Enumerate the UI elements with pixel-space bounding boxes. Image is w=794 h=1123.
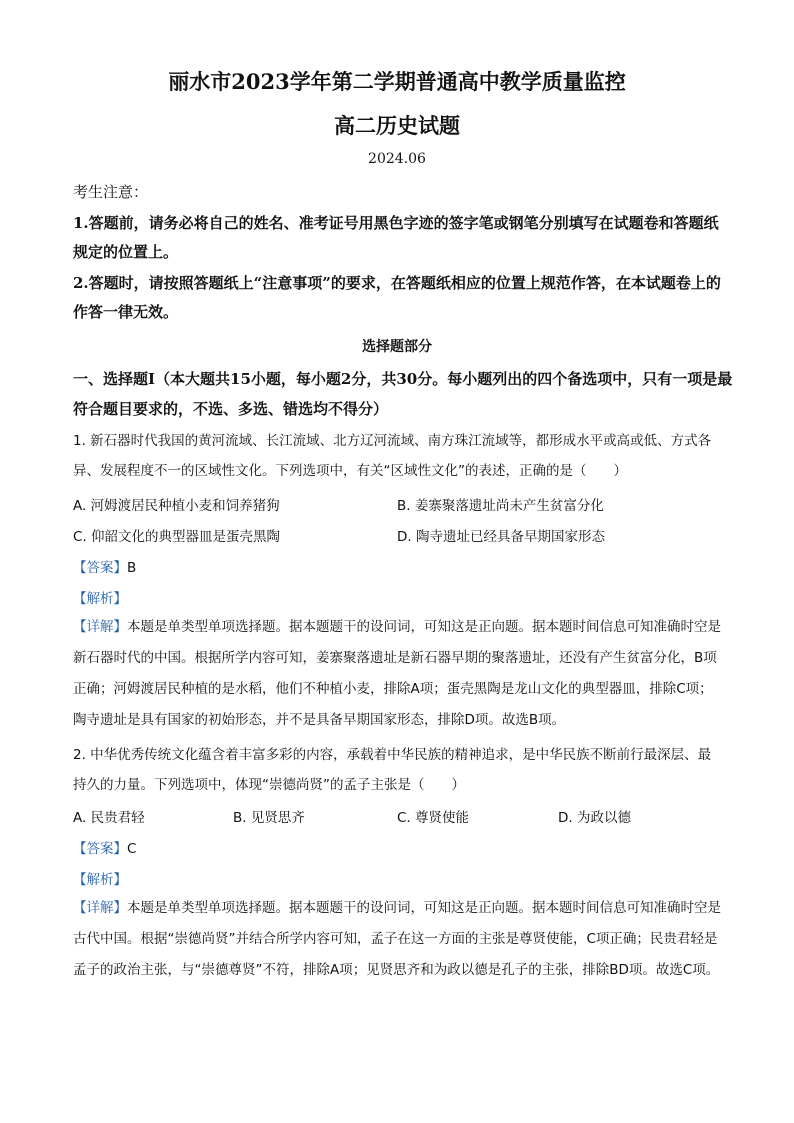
question-1-analysis: [73, 587, 127, 607]
analysis-tag: 【解析】: [73, 872, 127, 888]
notice-item-1: 1.答题前，请务必将自己的姓名、准考证号用黑色字迹的签字笔或钢笔分别填写在试题卷和答题纸规定的位置上。: [73, 214, 719, 261]
detail-tag: 【详解】: [73, 900, 127, 916]
notice-heading: 考生注意：: [73, 183, 149, 201]
question-2-answer: [73, 837, 136, 857]
analysis-tag: 【解析】: [73, 591, 127, 607]
answer-value: C: [127, 841, 137, 857]
question-2-option-d: D. 为政以德: [558, 810, 631, 826]
question-2-detail: [73, 893, 721, 986]
question-1-answer: [73, 556, 136, 576]
question-1-option-a: A. 河姆渡居民种植小麦和饲养猪狗: [73, 498, 280, 514]
question-2-analysis: [73, 868, 127, 888]
question-1-stem: 1. 新石器时代我国的黄河流域、长江流域、北方辽河流域、南方珠江流域等，都形成水平或高或低、方式各异、发展程度不一的区域性文化。下列选项中，有关“区域性文化”的表述，正确的是（ ）: [73, 433, 712, 479]
detail-text: 本题是单类型单项选择题。据本题题干的设问词，可知这是正向题。据本题时间信息可知准确时空是新石器时代的中国。根据所学内容可知，姜寨聚落遗址是新石器早期的聚落遗址，还没有产生贫富分化，B项正确；河姆渡居民种植的是水稻，他们不种植小麦，排除A项；蛋壳黑陶是龙山文化的典型器皿，排除C项；陶寺遗址是具有国家的初始形态，并不是具备早期国家形态，排除D项。故选B项。: [73, 619, 721, 728]
question-2-stem: 2. 中华优秀传统文化蕴含着丰富多彩的内容，承载着中华民族的精神追求，是中华民族不断前行最深层、最持久的力量。下列选项中，体现“崇德尚贤”的孟子主张是（ ）: [73, 747, 712, 793]
section-title: 选择题部分: [362, 339, 432, 355]
answer-value: B: [127, 560, 137, 576]
detail-tag: 【详解】: [73, 619, 127, 635]
question-1-option-c: C. 仰韶文化的典型器皿是蛋壳黑陶: [73, 529, 281, 545]
detail-text: 本题是单类型单项选择题。据本题题干的设问词，可知这是正向题。据本题时间信息可知准确时空是古代中国。根据“崇德尚贤”并结合所学内容可知，孟子在这一方面的主张是尊贤使能，C项正确；民贵君轻是孟子的政治主张，与“崇德尊贤”不符，排除A项；见贤思齐和为政以德是孔子的主张，排除BD项。故选C项。: [73, 900, 721, 978]
question-1-option-d: D. 陶寺遗址已经具备早期国家形态: [397, 529, 605, 545]
part-heading: 一、选择题Ⅰ（本大题共15小题，每小题2分，共30分。每小题列出的四个备选项中，只有一项是最符合题目要求的，不选、多选、错选均不得分）: [73, 370, 733, 418]
question-2-option-b: B. 见贤思齐: [233, 810, 305, 826]
notice-item-2: 2.答题时，请按照答题纸上“注意事项”的要求，在答题纸相应的位置上规范作答，在本试题卷上的作答一律无效。: [73, 274, 721, 321]
question-1-detail: [73, 612, 721, 736]
answer-tag: 【答案】: [73, 560, 127, 576]
exam-date: 2024.06: [368, 151, 426, 167]
question-2-option-c: C. 尊贤使能: [397, 810, 470, 826]
question-2-option-a: A. 民贵君轻: [73, 810, 145, 826]
exam-subtitle: 高二历史试题: [334, 113, 460, 138]
answer-tag: 【答案】: [73, 841, 127, 857]
question-1-option-b: B. 姜寨聚落遗址尚未产生贫富分化: [397, 498, 604, 514]
exam-title: 丽水市2023学年第二学期普通高中教学质量监控: [168, 69, 626, 94]
